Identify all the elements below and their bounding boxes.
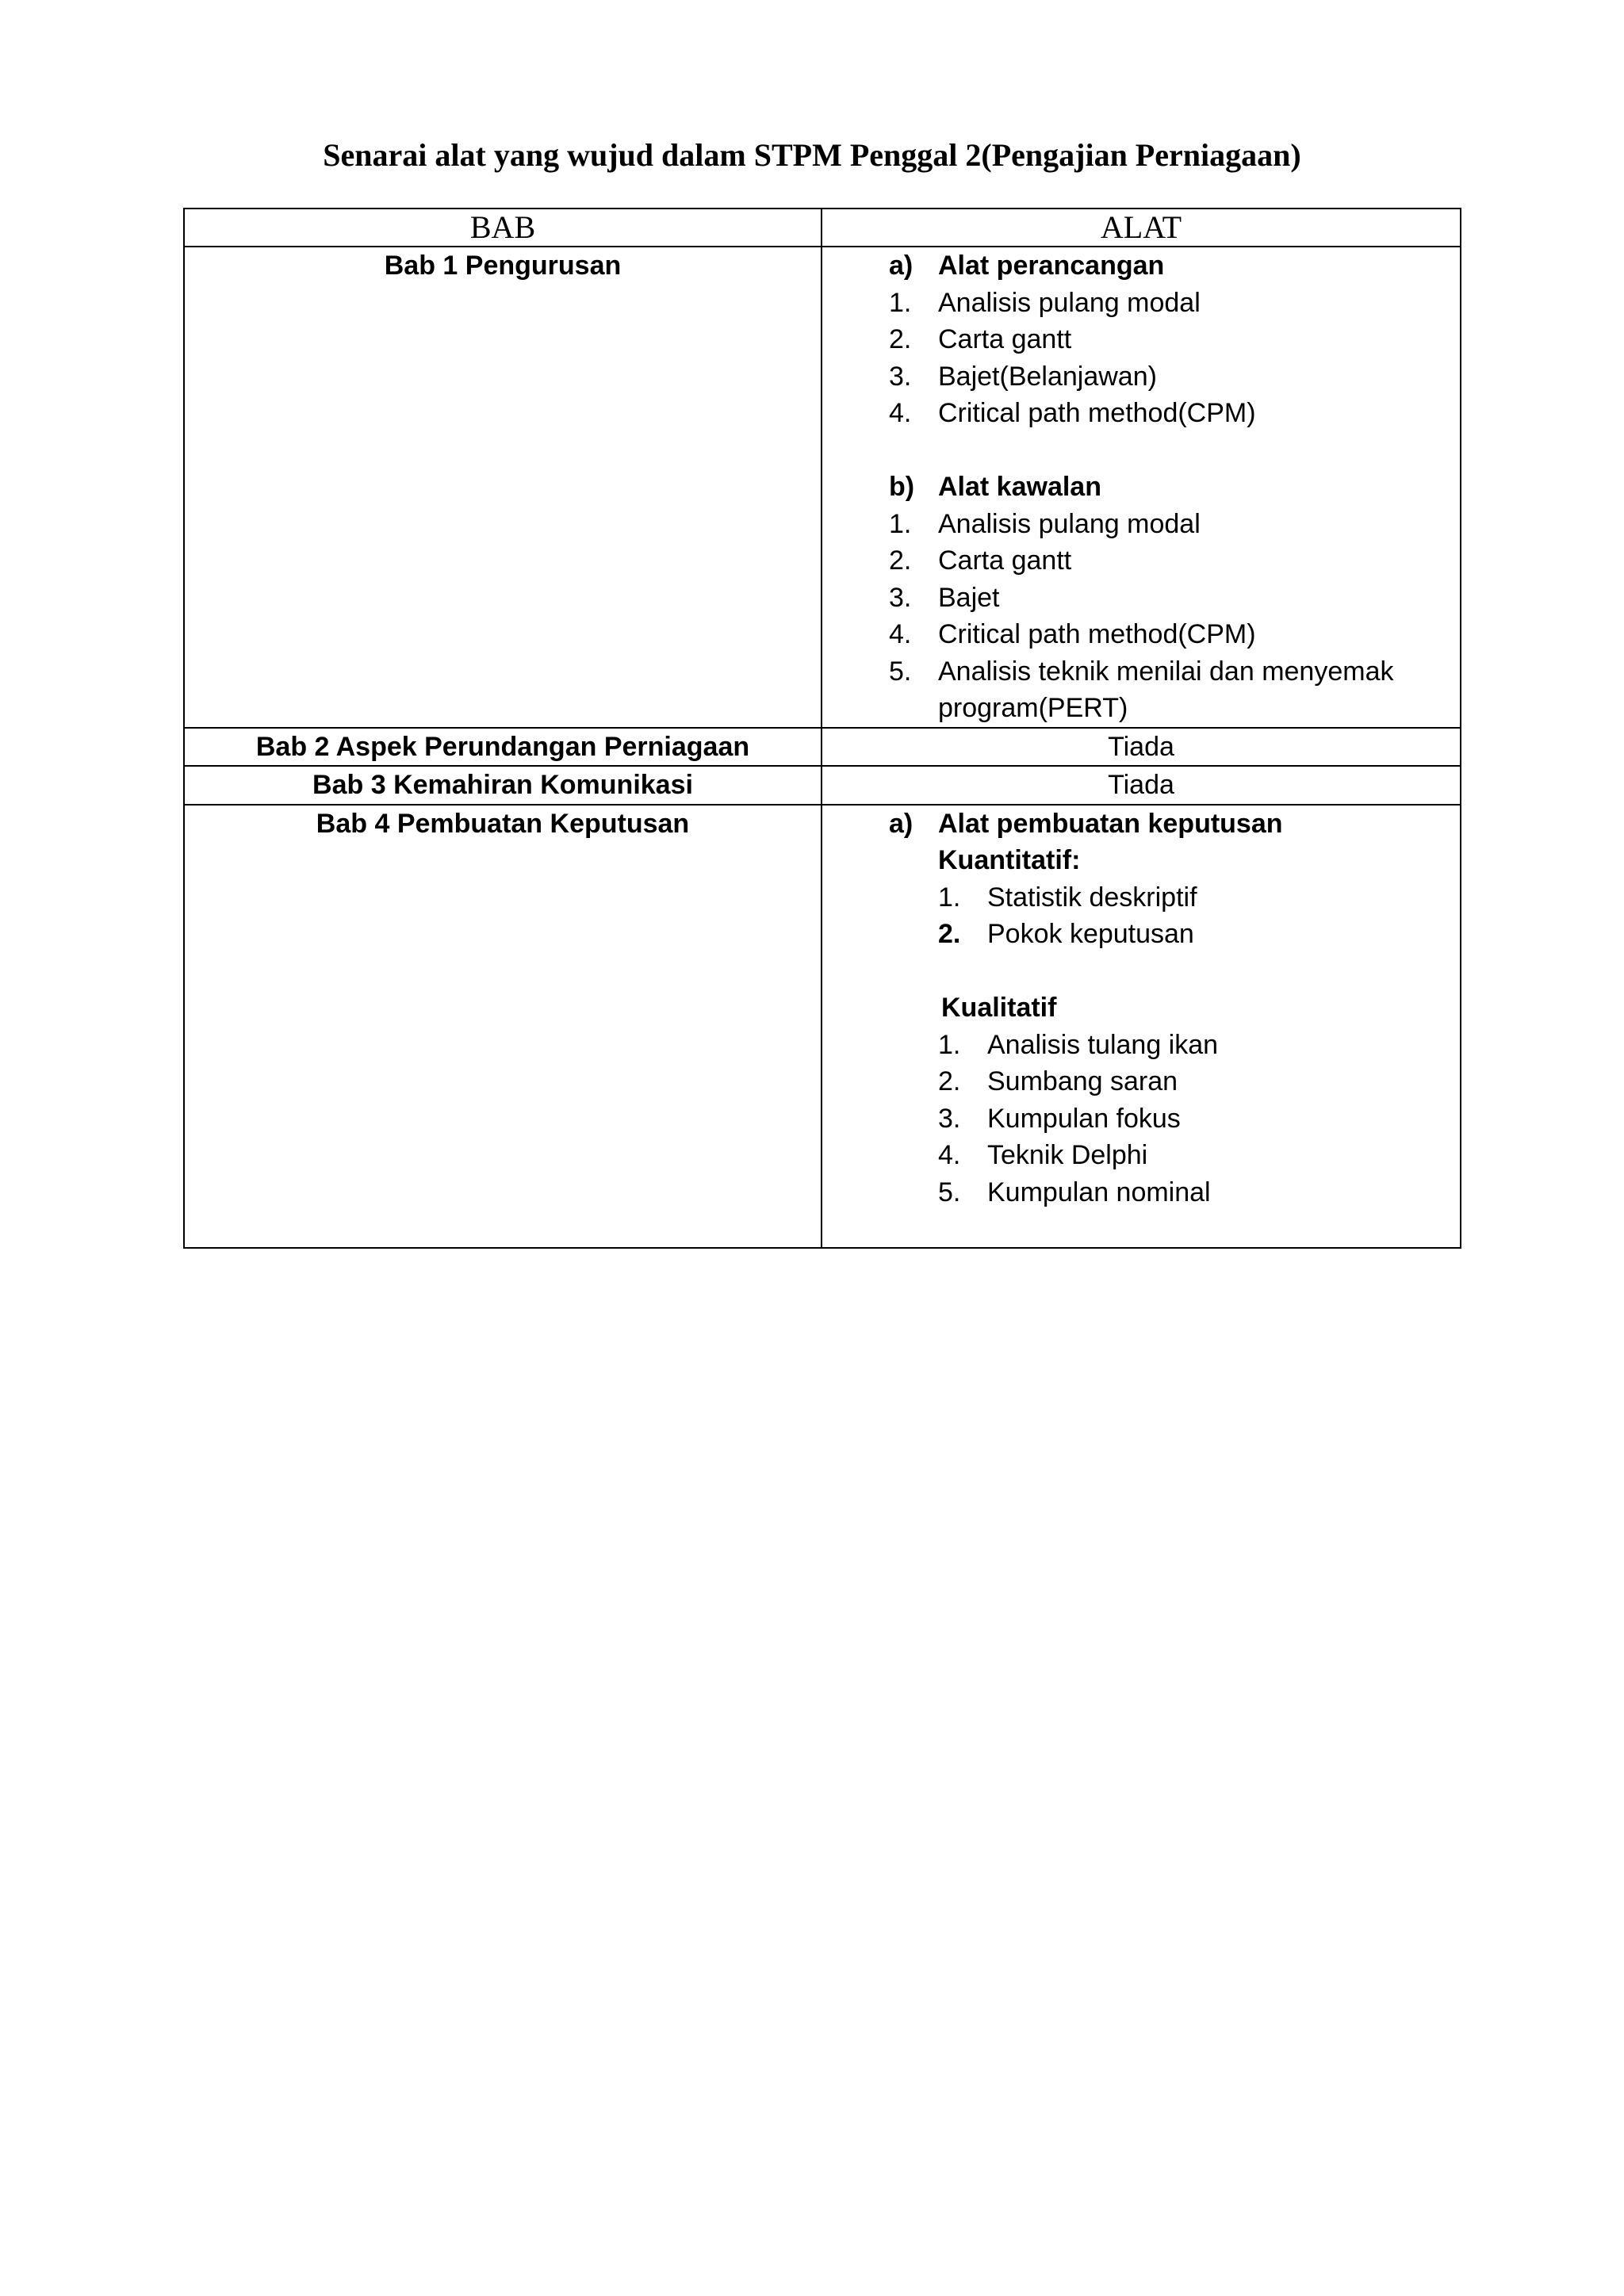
list-item: 1. Analisis tulang ikan (938, 1029, 1219, 1060)
bab1-section-b-heading: b) Alat kawalan (889, 472, 1101, 502)
table-row-bab4 (184, 805, 1461, 1249)
bab4-name: Bab 4 Pembuatan Keputusan (184, 805, 822, 1249)
document-title: Senarai alat yang wujud dalam STPM Penggal 2(Pengajian Perniagaan) (323, 137, 1301, 173)
list-item: 1. Statistik deskriptif (938, 882, 1197, 913)
bab3-alat: Tiada (822, 766, 1461, 805)
bab1-section-a-heading: a) Alat perancangan (889, 251, 1165, 281)
bab3-name: Bab 3 Kemahiran Komunikasi (184, 766, 822, 805)
header-bab: BAB (184, 209, 822, 247)
list-item: 3. Kumpulan fokus (938, 1103, 1181, 1134)
list-item: 5. Analisis teknik menilai dan menyemak program(PERT) (889, 656, 1394, 723)
kualitatif-label: Kualitatif (941, 993, 1057, 1023)
list-item: 5. Kumpulan nominal (938, 1177, 1211, 1207)
bab1-alat (822, 247, 1461, 728)
table-row-bab3 (184, 766, 1461, 805)
header-alat: ALAT (822, 209, 1461, 247)
list-item: 2. Carta gantt (889, 324, 1072, 354)
list-item: 1. Analisis pulang modal (889, 508, 1201, 539)
bab4-alat (822, 805, 1461, 1249)
kuantitatif-label: Kuantitatif: (938, 845, 1081, 875)
bab2-name: Bab 2 Aspek Perundangan Perniagaan (184, 728, 822, 767)
list-item: 2. Sumbang saran (938, 1066, 1178, 1096)
list-item: 4. Teknik Delphi (938, 1140, 1148, 1170)
table-header-row (184, 209, 1461, 247)
list-item: 1. Analisis pulang modal (889, 287, 1201, 318)
list-item: 2. Pokok keputusan (938, 919, 1194, 949)
bab4-section-a-heading: a) Alat pembuatan keputusan (889, 808, 1283, 839)
table-row-bab1 (184, 247, 1461, 728)
bab1-name: Bab 1 Pengurusan (184, 247, 822, 728)
tools-table (183, 208, 1461, 1249)
list-item: 4. Critical path method(CPM) (889, 619, 1256, 649)
list-item: 4. Critical path method(CPM) (889, 398, 1256, 428)
list-item: 2. Carta gantt (889, 545, 1072, 576)
bab2-alat: Tiada (822, 728, 1461, 767)
table-row-bab2 (184, 728, 1461, 767)
list-item: 3. Bajet (889, 582, 1000, 613)
list-item: 3. Bajet(Belanjawan) (889, 361, 1157, 392)
